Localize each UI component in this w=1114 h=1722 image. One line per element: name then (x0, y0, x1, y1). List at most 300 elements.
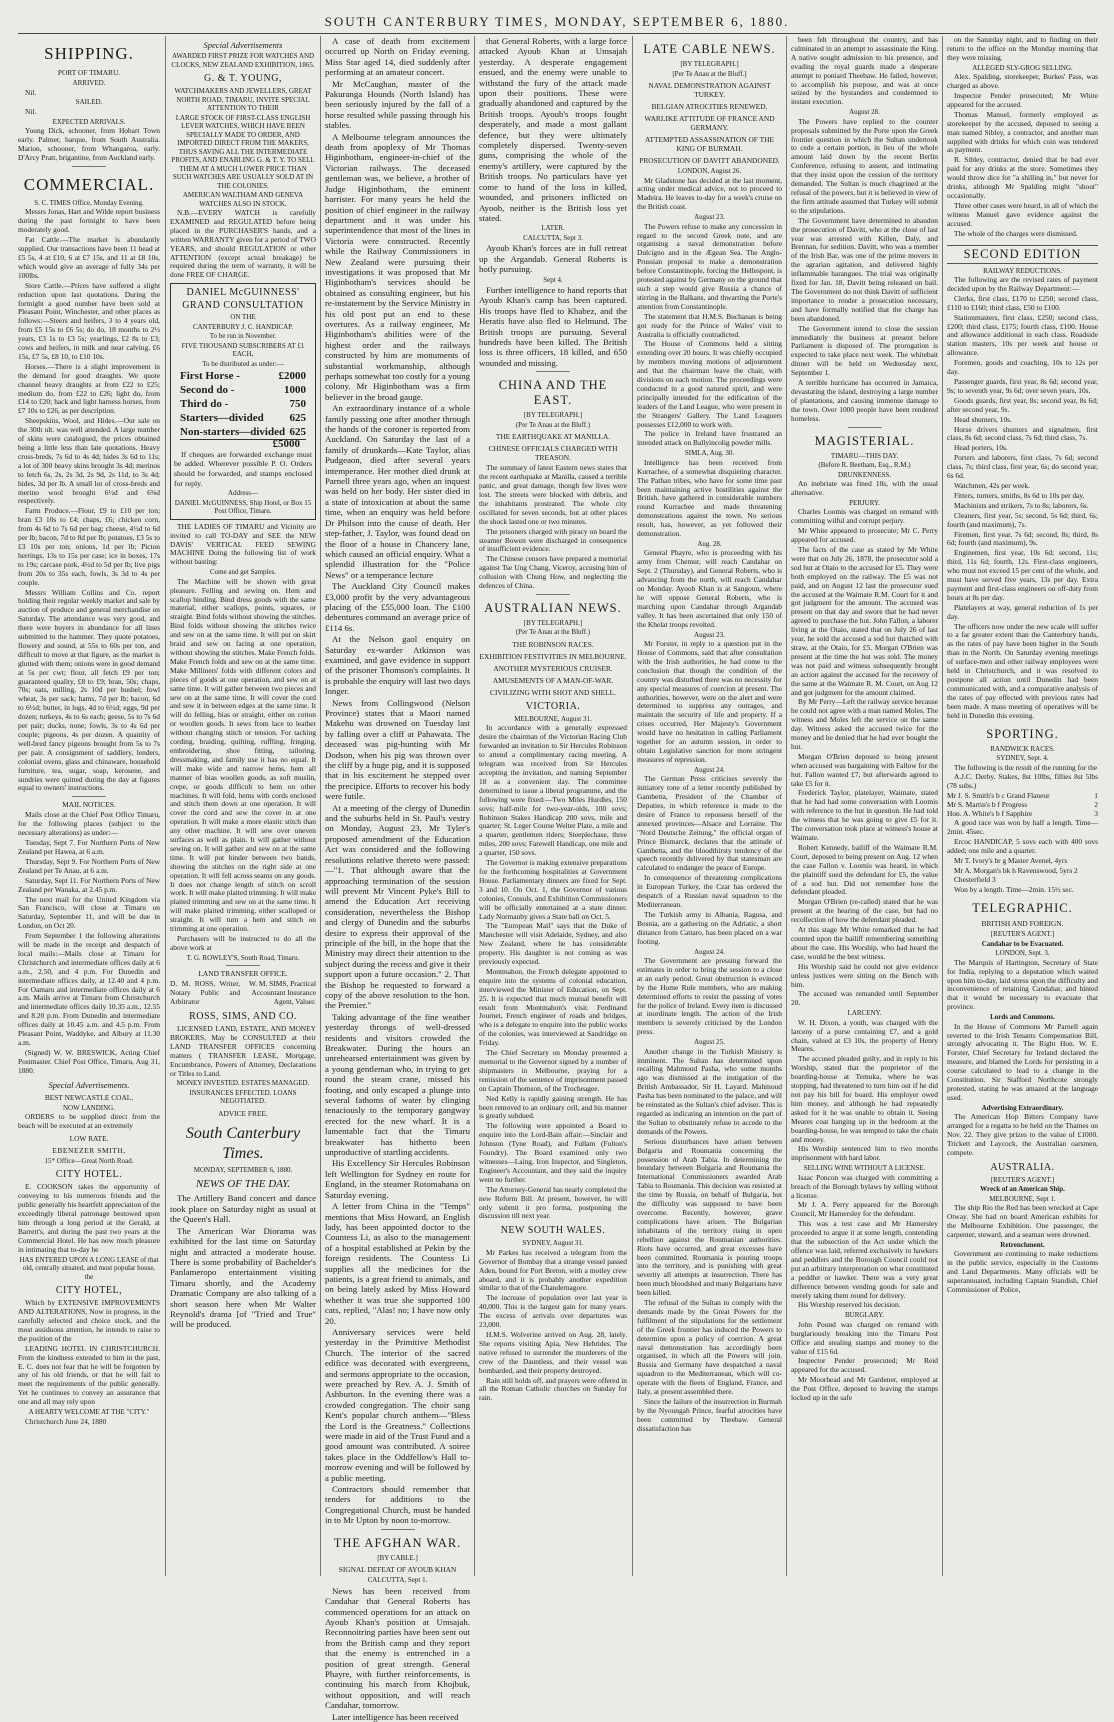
land-office-heading: LAND TRANSFER OFFICE. (198, 969, 288, 979)
land-firm: ROSS, SIMS, AND CO. (189, 1011, 297, 1023)
column-rule (942, 36, 943, 1576)
subheading: Candahar to be Evacuated. (981, 939, 1064, 948)
paragraph: Morgan O'Brien (re-called) stated that he was present at the hearing of the case, but had no recollection of how the defendant pleaded. (791, 897, 938, 925)
paragraph: R. Sibley, contractor, denied that he had ever paid for any drinks at the store. Sometimes they would throw dice for "a shilling in," but never for drinks, although Mr Spalding might "shout" occasionally. (947, 155, 1098, 200)
paragraph: Mr A. Morgan's bk h Ravenswood, 5yrs 2 (954, 865, 1078, 875)
paragraph: An inebriate was fined 10s, with the usual alternative. (791, 479, 938, 497)
prize-row (174, 369, 312, 383)
paragraph: A letter from China in the "Temps" mentions that Miss Howard, an English lady, has been appointed doctor to the Countess Li, as also to the management of a hospital established at Pekin by the foreign residents. The Countess Li supplies all the medicines for the patients, is a great friend to animals, and on being lately asked by Miss Howard whether it was true she supported 100 cats, replied, "Alas! no; I have now only 20. (325, 1201, 470, 1326)
prize-row (174, 383, 312, 397)
prize-label: Non-starters—divided (180, 426, 286, 439)
port-heading: PORT OF TIMARU. (57, 68, 121, 77)
paragraph: been felt throughout the country, and has culminated in an attempt to assassinate the King. A native sought admission to his presence, and evading the royal guards made a desperate attempt to poniard Theebaw. He failed, however, to accomplish his purpose, and was at once seized by the bystanders and condemned to instant execution. (791, 35, 938, 107)
paragraph: The accused pleaded guilty, and in reply to his Worship, stated that the proprietor of the boarding-house at Temuka, where he was stopping, had threatened to turn him out if he did not pay his bill for board. His employer owed him money, and although he had repeatedly asked for it he was unable to obtain it. Seeing Meares coat hanging up in the bedroom at the boarding-house, he was tempted to take the chain and money. (791, 1054, 938, 1144)
paragraph: Mr Gladstone has decided at the last moment, acting under medical advice, not to proceed to Madeira. He leaves to-day for a week's cruise on the British coast. (637, 175, 782, 212)
by-telegraph: [BY TELEGRAPH.] (680, 60, 739, 68)
dateline: August 23. (694, 630, 725, 639)
paragraph: The Governor is making extensive preparations for the forthcoming hospitalities at Government House. Parliamentary dinners are fixed for Sept. 3 and 10. On Oct. 1, the Governor of various colonies, Consuls, and Exhibition Commissioners will be officially entertained at a state dinner. Lady Normanby gives a State ball on Oct. 5. (479, 858, 627, 921)
paragraph: The Chinese censors have prepared a memorial against Tse Ung Chang, Viceroy, accusing him of collusion with Chung How, and neglecting the defences of China. (479, 554, 627, 591)
arrived-label: ARRIVED. (72, 79, 106, 87)
paragraph: Inspector Pender prosecuted; Mr Reid appeared for the accused. (791, 1356, 938, 1375)
dateline: Aug. 28. (697, 539, 722, 548)
land-partner-left: D. M. ROSS, Writer, Notary Public and Arbitrator (170, 979, 241, 1007)
hotel-heading: CITY HOTEL. (55, 1169, 123, 1181)
subheading: AMUSEMENTS OF A MAN-OF-WAR. (492, 675, 614, 685)
masthead: SOUTH CANTERBURY TIMES, MONDAY, SEPTEMBER 6, 1880. (324, 14, 790, 29)
paragraph: Government are continuing to make reductions in the public service, especially in the Customs and Land Departments. Many officials will be superannuated, including Captain Standish, Chief Commissioner of Police, (947, 1249, 1098, 1295)
column-rule (632, 36, 633, 1576)
paragraph: Foremen, goods and coaching, 10s to 12s per day. (947, 358, 1098, 377)
paragraph: The following is the result of the running for the (954, 762, 1098, 772)
paragraph: Thomas Manuel, formerly employed as storekeeper by the accused, deposed to seeing a man named Sibley, a contractor, and another man supplied with drinks for which coin was tendered as payment. (947, 109, 1098, 155)
paragraph: The House of Commons held a sitting extending over 20 hours. It was chiefly occupied by members moving motions of adjournment and that the chairman leave the chair, with divisions on each motion. The proceedings were conducted in a good natured spirit, and were principally intended for the edification of the leaders of the Land League, who were present in the Strangers' Gallery. The Land Leaguers possesses £12,000 to work with. (637, 339, 782, 429)
paragraph: A case of death from excitement occurred up North on Friday evening. Miss Star aged 14, died suddenly after performing at an amateur concert. (325, 36, 470, 78)
paragraph: Rain still holds off, and prayers were offered in all the Roman Catholic churches on Sunday for rain. (479, 1375, 627, 1403)
subheading: ATTEMPTED ASSASSINATION OF THE KING OF BURMAH. (644, 135, 774, 153)
paragraph: Frederick Taylor, platelayer, Waimate, stated that he had had some conversation with Loomis with reference to the hut in question. He had told the witness that he was going to give £5 for it. The conversation took place at witness's house at Waimate. (791, 788, 938, 842)
case-heading: BURGLARY. (845, 1311, 884, 1320)
consultation-div: To be distributed as under:— (202, 359, 284, 368)
prize-label: Third do - (180, 398, 229, 411)
paragraph: Store Cattle.—Prices have suffered a slight reduction upon last quotations. During the fortnight a good number have been sold at Pleasant Point, Winchester, and other places as follows:—Steers and heifers, 3 to 4 years old, from £5 15s to £6 5s; do do, 18 months to 2½ years, £3 1s to £3 5s; yearlings, £2 8s to £3; cows and heifers, in milk and near calving, £6 15s, £7 5s, £8 10, to £10 10s. (18, 280, 160, 361)
paragraph: Further intelligence to hand reports that Ayoub Khan's camp has been captured. His troops have fled to Khabez, and the Heratis have also fled to Helmund. The British troops are pursuing. Several hundreds have been killed. The British loss is three officers, 18 killed, and 650 wounded and missing. (479, 285, 627, 368)
dateline: SYDNEY, August 31. (522, 1239, 584, 1248)
jeweller-american: AMERICAN WALTHAM AND GENEVA WATCHES ALSO IN STOCK. (182, 191, 304, 208)
case-heading: PERJURY. (849, 498, 880, 507)
paragraph: The statement that H.M.S. Buchanan is being got ready for the Prince of Wales' visit to Australia is officially contradicted. (637, 311, 782, 339)
paragraph: The accused was remanded until September 20. (791, 989, 938, 1008)
sporting-heading: SPORTING. (986, 726, 1059, 741)
paragraph: An extraordinary instance of a whole family passing one after another through the hands of the coroner is reported from Auckland. On Saturday the last of a family of drunkards—Kate Taylor, alias Pudgeaon, died after several years intemperance. Her mother died drunk at Parnell three years ago, when an inquest was held on her body. Her sister died in a state of intoxication at about the same time, when an enquiry was held before Dr Philson into the cause of death. Her step-father, J. Taylor, was found dead on the floor of a house in Chancery lane, which caused an official enquiry. What a splendid illustration for the "Police News" or a temperance lecture (325, 403, 470, 580)
paragraph: The German Press criticises severely the initiatory tone of a letter recently published by Gambetta, President of the Chamber of Deputies, in which reference is made to the desire of France to repossess herself of the annexed provinces—Alsace and Lorraine. The "Nord Deutsche Zeitung," the official organ of Prince Bismarck, declares that the attitude of Gambetta, and the bloodthirsty tendency of the speech recently delivered by that statesman are calculated to endanger the peace of Europe. (637, 774, 782, 873)
paragraph: Ned Kelly is rapidly gaining strength. He has been removed to an ordinary cell, and his manner is greatly subdued. (479, 1093, 627, 1121)
paragraph: Ayoub Khan's forces are in full retreat up the Argandab. General Roberts is hotly pursuing. (479, 243, 627, 275)
dateline: SYDNEY, Sept. 4. (996, 754, 1049, 763)
jeweller-sub: WATCHMAKERS AND JEWELLERS, GREAT NORTH ROAD, TIMARU, INVITE SPECIAL ATTENTION TO THEIR (174, 87, 312, 112)
paragraph: Won by a length. Time—2min. 15½ sec. (954, 885, 1074, 895)
coal-name: EBENEZER SMITH, (52, 1145, 126, 1155)
consultation-title: GRAND CONSULTATION (182, 300, 304, 312)
paragraph: Firemen, first year, 7s 6d; second, 8s; third, 8s 6d; fourth (and maximum), 9s. (947, 529, 1098, 548)
prize-row (174, 425, 312, 439)
paragraph: Isaac Poncon was charged with committing a breach of the Borough bylaws by selling without a license. (791, 1172, 938, 1200)
subheading: PROSECUTION OF DAVITT ABANDONED. (639, 156, 780, 165)
reuter-line: [REUTER'S AGENT.] (990, 930, 1055, 939)
paragraph: If cheques are forwarded exchange must be added. Wherever possible P. O. Orders should be forwarded, and stamps enclosed for reply. (174, 449, 312, 488)
land-partners (170, 980, 316, 1007)
sailed-value: Nil. (25, 106, 37, 116)
paragraph: The Government intend to close the session immediately the business at present before Parliament is disposed of. The prorogation is expected to take place next week. The whitebait dinner will be held on Wednesday next, September 1. (791, 323, 938, 378)
paragraph: Ercoc HANDICAP, 5 sovs each with 400 sovs added; one mile and a quarter. (947, 836, 1098, 855)
paragraph: Robert Kennedy, bailiff of the Waimate R.M. Court, deposed to being present on Aug. 12 when the case Fallon v. Loomis was heard, in which the plaintiff sued the defendant for £5, the value of a sod hut. Did not remember how the defendant pleaded. (791, 842, 938, 897)
paragraph: E. COOKSON takes the opportunity of conveying to his numerous friends and the public generally his heartfelt appreciation of the exceedingly liberal patronage bestowed upon him through a long period at the Gerald, at Barrett's, and during the past two years at the Commercial Hotel. He has now much pleasure in intimating that to-day he (18, 1182, 161, 1254)
coal-ad-title: BEST NEWCASTLE COAL, (44, 1092, 134, 1102)
dateline: August 24. (694, 765, 725, 774)
paragraph: The Powers have replied to the counter proposals submitted by the Porte upon the Greek frontier question in which the Sultan undertook to cede a certain portion, in lieu of the whole amount laid down by the recent Berlin Conference, refusing to assent, and intimating that they insist upon the cession of the territory demanded. The Sultan is much chagrined at the refusal of the powers, but it is believed in view of the firm attitude assumed that Turkey will submit to the stipulations. (791, 116, 938, 215)
column-rule (474, 36, 475, 1576)
subheading: THE ROBINSON RACES. (512, 639, 594, 649)
paragraph: Thursday, Sept 9. For Northern Ports of New Zealand per Te Anau, at 6 a.m. (18, 856, 160, 875)
signal-heading: SIGNAL DEFEAT OF AYOUB KHAN (338, 1565, 457, 1575)
paragraph: At this stage Mr White remarked that he had counted upon the bailiff remembering something about the case. His Worship, who had heard the case, would be the best witness. (791, 925, 938, 961)
paragraph: His Excellency Sir Hercules Robinson left Wellington for Sydney en route for England, in the steamer Rotomahana on Saturday evening. (325, 1158, 470, 1200)
by-telegraph: [BY TELEGRAPH.] (523, 411, 583, 420)
paragraph: The Powers refuse to make any concession in regard to the second Greek note, and are organising a naval demonstration before Dulcigno and in the Ægean Sea. The Anglo-Prussian proposal to make a demonstration before Constantinople, forcing the Hellespont, is protested against by Germany on the ground that such a step would give Russia a chance of stirring in the Balkans, and thwarting the Porte's attention from Constantinople. (637, 221, 782, 311)
issue-date: MONDAY, SEPTEMBER 6, 1880. (193, 1165, 293, 1174)
column-rule (165, 36, 166, 1576)
paragraph: At a meeting of the clergy of Dunedin and the suburbs held in St. Paul's vestry on Monday, August 23, Mr Tyler's proposed amendment of the Education Act was considered and the following resolutions relative thereto were passed:—"1. That although aware that the approaching termination of the session will prevent Mr Vincent Pyke's Bill to amend the Education Act receiving consideration, nevertheless the Bishop and clergy of Dunedin and the suburbs desire to express their approval of the principle of the bill, in the hope that the Ministry may direct their attention to the subject during the recess and give it their support upon a future occasion." 2. That the Bishop be requested to forward a copy of the above resolution to the hon. the Premier." (325, 802, 470, 1011)
paragraph: The next mail for the United Kingdom via San Francisco, will close at Timaru on Saturday, September 11, and will be due in London, on Oct 20. (18, 894, 160, 931)
paragraph: The American War Diorama was exhibited for the last time on Saturday night and attracted a moderate house. There is some probability of Bachelder's Panlameropo entertainment visiting Timaru shortly, and the Academy Dramatic Company are also talking of a short season here when Mr Walter Reynold's drama [of "Tried and True" will be produced. (170, 1225, 316, 1330)
paragraph: The refusal of the Sultan to comply with the demands made by the Great Powers for the fulfilment of the stipulations for the settlement of the Greek frontier has induced the Powers to determine upon a policy of coercion. A great naval demonstration has accordingly been organised, in which all the Powers will join. Russia and Germany have despatched a naval squadron to the Mediterranean, which will co-operate with the fleets of England, France, and Italy, at present assembled there. (637, 1298, 782, 1397)
paragraph: The Government are pressing forward the estimates in order to bring the session to a close at an early period. Great obstruction is evinced by the Home Rule members, who are making determined efforts to resist the passing of votes for the police of Ireland. Every item is discussed at inordinate length. The action of the Irish members is severely criticised by the London press. (637, 956, 782, 1037)
paragraph: Messrs Jonas, Hart and Wilde report business during the past fortnight to have been moderately good. (18, 207, 160, 235)
paragraph: W. H. Dixon, a youth, was charged with the larceny of a purse containing £7, and a gold chain, valued at £3 10s, the property of Henry Meares. (791, 1017, 938, 1054)
paragraph: The Attorney-General has nearly completed the new Reform Bill. At present, however, he will only submit it pro forma, postponing the discussion till next year. (479, 1184, 627, 1221)
per-te-anau: (Per Te Anau at the Bluff.) (515, 420, 591, 429)
masthead-rule (18, 33, 1096, 34)
news-heading: NEWS OF THE DAY. (195, 1178, 291, 1191)
paragraph: The Government have determined to abandon the prosecution of Davitt, who at the close of last year was arrested with Killen, Daly, and Brennan, for sedition. Davitt, who was a member of the Irish Bar, was one of the prime movers in the agrarian agitation, and delivered highly inflammable harangues. The trial was originally fixed for Jan. 18, Davitt being released on bail. The Government do not think Davitt of sufficient importance to render a prosecution necessary, and have formally notified that the charge has been abandoned. (791, 215, 938, 323)
prize-total: £5000 (180, 439, 306, 450)
dateline: LONDON, Sept. 3. (995, 949, 1050, 958)
dateline: August 25. (694, 1038, 725, 1047)
subheading: CIVILIZING WITH SHOT AND SHELL. (490, 687, 616, 697)
australian-heading: AUSTRALIAN NEWS. (484, 600, 622, 615)
telegraphic-heading: TELEGRAPHIC. (972, 901, 1073, 916)
paragraph: Montmahon, the French delegate appointed to enquire into the systems of colonial education, interviewed the Minister of Education, on Sept. 25. It is expected that much mutual benefit will result from Montmahon's visit. Ferdinand Journet, French engineer of roads and bridges, who is a delegate to enquire into the public works of the colonies, was interviewed at Sandridge on Friday. (479, 966, 627, 1048)
race-results (947, 792, 1098, 819)
subheading: Advertising Extraordinary. (981, 1103, 1064, 1112)
expected-label: EXPECTED ARRIVALS. (52, 117, 126, 126)
case-heading: DRUNKENNESS. (837, 470, 892, 479)
prize-label: Second do - (180, 384, 235, 397)
subheading: THE EARTHQUAKE AT MANILLA. (495, 432, 611, 442)
paragraph: THE LADIES OF TIMARU and Vicinity are invited to call TO-DAY and SEE the NEW DAVIS' VERTICAL FEED SEWING MACHINE Doing the following list of work without basting: (170, 521, 316, 567)
paragraph: Mr McCaughan, master of the Pakuranga Hounds (North Island) has been seriously injured by the fall of a horse resulted while passing through his stables. (325, 78, 470, 131)
column-7 (947, 36, 1098, 1576)
paragraph: Chesterfield 3 (954, 875, 996, 885)
consultation-on: ON THE (230, 313, 256, 322)
hotel-lease: HAS ENTERED UPON A LONG LEASE of that old, centrally situated, and most popular house, the (19, 1255, 159, 1281)
prize-label: Starters—divided (180, 412, 264, 425)
paragraph: Head shunters, 10s. (954, 414, 1012, 424)
randwick-heading: RANDWICK RACES. (990, 744, 1055, 753)
paragraph: Mr Parkes has received a telegram from the Governor of Bombay that a strange vessel passed Aden, bound for Port Breton, with a motley crew aboard, and it is probably another expedition similar to that of the Chandernagore. (479, 1247, 627, 1293)
land-advice: ADVICE FREE. (218, 1108, 268, 1118)
paragraph: LEADING HOTEL IN CHRISTCHURCH. From the kindness extended to him in the past, E. C. does not fear that he will be forgotten by any of his old friends, or that he will fail to meet the requirements of the public generally. Yet he continues to convey an assurance that one and all may rely upon (18, 1343, 160, 1407)
magisterial-sub: TIMARU—THIS DAY. (830, 451, 899, 460)
address-label: Address— (228, 489, 258, 498)
paragraph: Intelligence has been received from Kurrachee, of a somewhat disquieting character. The Pathan tribes, who have for some time past been maintaining active hostilities against the British, have gathered in considerable numbers round Kurrachee and made threatening demonstrations against the town. No serious result, has, however, as yet followed their demonstration. (637, 457, 782, 539)
paragraph: H.M.S. Wolverine arrived on Aug. 28, lately. She reports visiting Apia, New Hebrides. The native refused to surrender the murderers of the crew of the Dauntless, and their vessel was bombarded, and their property destroyed. (479, 1329, 627, 1375)
column-1 (18, 36, 160, 1576)
paragraph: Fitters, turners, smiths, 8s 6d to 10s per day. (954, 490, 1085, 500)
paragraph: on the Saturday night, and to finding on their return to the office on the Monday morning that they were missing. (947, 35, 1098, 62)
prize-list (174, 369, 312, 439)
nsw-heading: NEW SOUTH WALES. (500, 1225, 606, 1237)
column-6 (791, 36, 938, 1576)
paragraph: The "European Mail" says that the Duke of Manchester will visit Adelaide, Sydney, and also New Zealand, where he has considerable property. His daughter is not coming as was previously expected. (479, 921, 627, 967)
paragraph: Cleaners, first year, 5s; second, 5s 6d; third, 6s; fourth (and maximum), 7s. (947, 510, 1098, 529)
subheading: Lords and Commons. (990, 1013, 1055, 1022)
paragraph: Tuesday, Sept 7. For Northern Ports of New Zealand per Hawea, at 6 a.m. (18, 838, 160, 856)
paragraph: Porters and laborers, first class, 7s 6d; second class, 7s; third class, first year, 6s; do second year, 6s 6d. (947, 453, 1098, 481)
magisterial-before: (Before R. Beetham, Esq., R.M.) (818, 461, 911, 470)
dateline: SIMLA, Aug. 30. (684, 449, 735, 458)
paragraph: Contractors should remember that tenders for additions to the Congregational Church, must be handed in to Mr Upton by noon to-morrow. (325, 1484, 470, 1526)
prize-label: First Horse - (180, 370, 240, 383)
paragraph: Later intelligence has been received (332, 1711, 459, 1722)
paragraph: A good race was won by half a length. Time—2min. 45sec. (947, 817, 1098, 836)
separator (848, 427, 882, 428)
paragraph: The summary of latest Eastern news states that the recent earthquake at Manilla, caused a terrible panic, and great damage, though few lives were lost. The streets were blocked with débris, and the inhabitants prostrated. The whole city oscillated for seven seconds, but at other places the shock lasted one or two minutes. (479, 463, 627, 526)
paragraph: Watchmen, 42s per week. (954, 480, 1030, 490)
consultation-subs: FIVE THOUSAND SUBSCRIBERS AT £1 EACH, (181, 341, 305, 359)
prize-amount: 625 (289, 426, 306, 439)
paragraph: Farm Produce.—Flour, £9 to £10 per ton; bran £3 10s to £4; chaps, £6; chicken corn, from 4s 6d to 7s 6d per bag; cheese, 4½d to 6d per lb; bacon, 7d to 8d per lb; potatoes, £3 5s to £3 10s per ton; onions, 1d per lb; Picton herrings, 13s to 15s per case; ice in boxes, 17s to 19s; carcase pork, 4½d to 5d per lb; live pigs from 20s to 35s each, fowls, 3s 3d to 4s per couple. (18, 506, 160, 587)
paragraph: His Worship reserved his decision. (798, 1300, 901, 1310)
sailed-label: SAILED. (75, 98, 103, 107)
dateline: August 28. (849, 108, 880, 117)
arrived-value: Nil. (25, 87, 37, 97)
race-place: 3 (1094, 809, 1098, 819)
race-place: 1 (1094, 791, 1098, 801)
special-ads-heading: Special Advertisements. (48, 1079, 130, 1090)
paragraph: News from Collingwood (Nelson Province) states that a Maori named Makehu was drowned on Tuesday last by falling over a cliff at Pahawata. The deceased was pig-hunting with Mr Dodson, when his pig was thrown over the cliff by a huge pig, and it is supposed that in his excitement he stepped over the precipice. Efforts to recover his body were futile. (325, 697, 470, 802)
paragraph: Clerks, first class, £170 to £250; second class, £110 to £160; third class, £50 to £100. (947, 293, 1098, 312)
commercial-heading: COMMERCIAL. (23, 174, 155, 194)
paragraph: Saturday, Sept 11. For Northern Ports of New Zealand per Wanaka, at 2.45 p.m. (18, 875, 160, 894)
magisterial-heading: MAGISTERIAL. (814, 433, 915, 448)
paragraph: Sheepskins, Wool, and Hides.—Our sale on the 30th ult. was well attended. A large number of skins were catalogued, the prices obtained being a little less than late quotations. Heavy cross-breds, 7s 6d to 4s 4d; hides 3s 6d to 11s; a lot of 300 heavy skins brought 3s 4d; merinos to fetch 6s, 2s, 2s 3d, 2s 9d, 2s 11d, to 3s 4d; hides, 3d per lb. A small lot of cross-breds and merino wool brought 6½d and 6⅝d respectively. (18, 416, 160, 506)
afghan-heading: THE AFGHAN WAR. (333, 1535, 462, 1550)
dateline: MELBOURNE, Sept 1. (989, 1194, 1056, 1203)
hotel-name: CITY HOTEL, (55, 1285, 123, 1297)
coal-ad-sub: NOW LANDING. (63, 1103, 115, 1112)
paragraph: Serious disturbances have arisen between Bulgaria and Roumania concerning the possession of Arab Tabia. In determining the boundary between Bulgaria and Roumania the International Commissioners awarded Arab Tabia to Roumania. This decision was resisted at the time by Russia, on behalf of Bulgaria, but the difficulty was supposed to have been overcome. Recently, however, grave complications have arisen. The Bulgarian inhabitants of the territory rising in open rebellion against the Roumanian authorities. Riots have occurred, and great excesses have been committed. Roumania is pouring troops into the territory, and is punishing with great severity all attempts at insurrection. There has been much bloodshed and many Bulgarians have been killed. (637, 1136, 782, 1298)
prize-amount: 1000 (284, 384, 306, 397)
paragraph: Fat Cattle.—The market is abundantly supplied. Our transactions have been 11 head at £5 5s, 4 at £10, 6 at £7 15s, and 11 at £8 10s, which would give an average of fully 34s per 100lbs. (18, 235, 160, 280)
paragraph: ORDERS to be supplied direct from the beach will be executed at an extremely (18, 1112, 160, 1131)
dateline: MELBOURNE, August 31. (514, 714, 592, 723)
prize-amount: 625 (289, 412, 306, 425)
consultation-ad (170, 283, 316, 519)
dateline: August 24. (694, 947, 725, 956)
paragraph: Machinists and strikers, 7s to 8s; laborers, 6s. (954, 500, 1089, 510)
paragraph: N.B.—EVERY WATCH is carefully EXAMINED and REGULATED before being placed in the PURCHASER'S hands, and a written WARRANTY given for a period of TWO YEARS, and should REGULATION or other ATTENTION (except actual breakage) be required during the term of warranty, it will be done FREE OF CHARGE. (170, 208, 316, 280)
column-rule (320, 36, 321, 1576)
separator (72, 796, 106, 797)
victoria-heading: VICTORIA. (525, 700, 581, 712)
prize-amount: 750 (289, 398, 306, 411)
paragraph: The Marquis of Hartington, Secretary of State for India, replying to a deputation which waited upon him to-day, laid stress upon the difficulty and inconvenience of retaining Candahar, and hinted that it would be necessary to evacuate that province. (947, 957, 1098, 1012)
paragraph: News has been received from Candahar that General Roberts has commenced operations for an attack on Ayoub Khan's position at Umsajah. Reconnoitring parties have been sent out from the British camp and they report that the enemy is entrenched in a position of great strength. General Phayre, with further reinforcements, is continuing his march from Khojbuk, without opposition, and will reach Candahar, tomorrow. (325, 1585, 470, 1711)
consultation-event: CANTERBURY J. C. HANDICAP. (192, 322, 294, 331)
coal-rate: LOW RATE. (69, 1133, 109, 1143)
paragraph: The ship Rio the Red has been wrecked at Cape Otway. She had on board American exhibits for the Melbourne Exhibition. One passenger, the carpenter, steward, and a seaman were drowned. (947, 1203, 1098, 1240)
cable-heading: LATE CABLE NEWS. (643, 42, 776, 56)
paragraph: In consequence of threatening complications in European Turkey, the Czar has ordered the despatch of a Russian naval squadron to the Mediterranean. (637, 873, 782, 909)
china-heading: CHINA AND THE EAST. (498, 378, 608, 408)
shipping-heading: SHIPPING. (44, 44, 134, 63)
land-insurance: INSURANCES EFFECTED. LOANS NEGOTIATED. (189, 1088, 297, 1106)
column-5 (637, 36, 782, 1576)
case-heading: ALLEGED SLY-GROG SELLING. (972, 63, 1073, 72)
by-cable: [BY CABLE.] (377, 1553, 418, 1562)
column-2 (170, 36, 316, 1576)
dateline: LONDON, August 26. (677, 167, 742, 175)
later-heading: LATER. (541, 224, 565, 233)
jeweller-name: G. & T. YOUNG, (204, 73, 282, 84)
sew-name: T. G. ROWLEY'S, South Road, Timaru. (186, 953, 300, 962)
subheading: ANOTHER MYSTERIOUS CRUISER. (493, 663, 613, 673)
paragraph: The officers now under the new scale will suffer to a far greater extent than the Canterbury hands, as the rates of pay have been higher in the South than in the North. On Saturday evening meetings of surface-men and other railway employees were held in Christchurch, and it was resolved to postpone all action until Dunedin had been communicated with, and a comparative analysis of the rates of pay effected with previous rates had been made. A mass meeting of operatives will be held in Dunedin this evening. (947, 621, 1098, 720)
paragraph: The facts of the case as stated by Mr White were that on July 26, 1878, the prosecutor sold a sod hut at Otaio to the accused for £5. They were both employed on the railway. The £5 was not paid, and on August 12 last the prosecutor sued the accused at the Waimate R.M. Court for it and got judgment for the amount. The accused was present on that day and swore that he had never agreed to purchase the hut. John Fallon, a laborer living at the Otaio, stated that on July 26 of last year, he sold the accused a sod hut thatched with straw, at the Otaio, for £5. Morgan O'Brien was present at the time the hut was sold. The money was not paid and witness subsequently brought an action against the accused for the recovery of the same at the Waimate R. M. Court, on Aug 12 and got judgment for the amount claimed. (791, 545, 938, 697)
paragraph: that General Roberts, with a large force attacked Ayoub Khan at Umsajah yesterday. A desperate engagement ensued, and the enemy were unable to withstand the fury of the attack made upon their positions. These were gradually abandoned and captured by the British troops. Ayoub's troops fought desperately, and made a most gallant defence, but they were ultimately completely dispersed. Twenty-seven guns, comprising the whole of the enemy's artillery, were captured by the British troops. No particulars have yet come to hand of the loss in killed, wounded, and prisoners inflicted on Ayoob, neither is the British loss yet stated. (479, 36, 627, 223)
paragraph: His Worship sentenced him to two months imprisonment with hard labor. (791, 1144, 938, 1163)
per-te-anau: [Per Te Anau at the Bluff.] (672, 69, 747, 78)
paragraph: From September 1 the following alterations will be made in the receipt and despatch of local mails:—Mails close at Timaru for Christchurch and intermediate offices daily at 6 a.m., 2.50, and 4 p.m. For Dunedin and intermediate offices daily, at 12.40 and 4 p.m. For Oamaru and intermediate offices daily at 6 a.m. Mails arrive at Timaru from Christchurch and intermediate offices daily 10.35 a.m., 12.55 and 8.20 p.m. From Dunedin and intermediate offices daily at 10.45 a.m. and 4.5 p.m. From Pleasant Point, Waddyke, and Albury at 11.30 a.m. (18, 931, 160, 1047)
dateline: Sept 4. (543, 275, 563, 284)
paragraph: Mr White appeared to prosecute; Mr C. Perry appeared for accused. (791, 526, 938, 545)
paragraph: The police in Ireland have frustrated an intended attack on Ballyincolig powder mills. (637, 429, 782, 448)
paragraph: Three other cases were heard, in all of which the witness Manuel gave evidence against the accused. (947, 200, 1098, 228)
paragraph: The Artillery Band concert and dance took place on Saturday night as usual at the Queen's Hall. (170, 1193, 316, 1225)
paragraph: In the House of Commons Mr Parnell again reverted to the Irish Tenants Compensation Bill, strongly advocating it. The Right Hon. W. E. Forster, Chief Secretary for Ireland declared the measure, and blamed the Lords for persisting in a course calculated to lead to a change in the Constitution. Sir Stafford Northcote strongly protested, stating he was amazed at the language used. (947, 1021, 1098, 1102)
column-3 (325, 36, 470, 1722)
separator (536, 371, 570, 372)
paragraph: Another change in the Turkish Ministry is imminent. The Sultan has determined upon recalling Mahmoud Pasha, who some months ago was dismissed at the instigation of the British Ambassador, Sir H. Layard. Mahmoud Pasha has been nominated to the palace, and will be reinstated as the Sultan's chief adviser. This is regarded as indicating an intention on the part of the Sultan to obstinately refuse to accede to the demands of the Powers. (637, 1046, 782, 1136)
column-rule (786, 36, 787, 1576)
case-heading: LARCENY. (847, 1009, 882, 1018)
subheading: CHINESE OFFICIALS CHARGED WITH TREASON. (488, 444, 618, 463)
paragraph: A Melbourne telegram announces the death from apoplexy of Mr Thomas Higinbotham, engineer-in-chief of the Victorian railways. The deceased gentleman was, we believe, a brother of Judge Higinbotham, the eminent barrister. For many years he held the position of chief engineer in the railway department and it was under his superintendence that most of the lines in Victoria were constructed. Recently while the Railway Commissioners in New Zealand were pursuing their investigations it was proposed that Mr Higinbotham's services should be obtained as consulting engineer, but his re-instatement by the Service Ministry in his old post put an end to these overtures. As a railway engineer, Mr Higinbotham's abilities were of the highest order and the railways constructed by him are monuments of substantial workmanship, although perhaps somewhat too costly for a young colony. Mr Higinbotham was a firm believer in the broad gauge. (325, 131, 470, 402)
dateline: S. C. TIMES Office, Monday Evening. (34, 198, 144, 207)
paragraph: Horse drivers shunters and signalmen, first class, 8s 6d; second class, 7s 6d; third class, 7s. (947, 424, 1098, 443)
hotel-date: Christchurch June 24, 1880 (25, 1416, 107, 1426)
paragraph: Messrs William Collins and Co. report holding their regular weekly market and sale by auction of produce and general merchandise on Saturday. The attendance was very good, and there were buyers in abundance for all lines submitted to the hammer. They quote potatoes, flowery and sound, at 55s to 60s per ton, and difficult to move at that figure, as the market is glutted with them; onions were in good demand at 5s per cwt; flour, all fetch £9 per ton; guaranteed quality, £8 to £9; bran, 50s; chaps, 70s; oats, milling, 2s 10d per bushel; fowl wheat, 3s per sack; hams, 7d per lb; bacon, 6d to 6½d; butter, in lugs, 4d to 6½d; eggs, 9d per dozen; turkeys, 4s to 6s each; geese, 5s to 7s 6d per pair; ducks, none; fowls, 3s to 4s 6d per couple; pigeons, 4s per dozen. A quantity of well-bred fancy pigeons brought from 5s to 7s per pair. A consignment of saddlery, lenders, colonial ovens, glass and chinaware, household furniture, tea, sugar, soap, kerosene, and sundries were quitted during the day at figures equal to owners' instructions. (18, 587, 160, 793)
paragraph: Mr Moorhead and Mr Gardener, employed at the Post Office, deposed to leaving the stamps locked up in the safe (791, 1375, 938, 1403)
paragraph: Alex. Spalding, storekeeper, Burkes' Pass, was charged as above. (947, 72, 1098, 91)
paragraph: Passenger guards, first year, 8s 6d; second year, 9s; to seventh year, 9s 6d; over seven years, 10s. (947, 377, 1098, 395)
paragraph: Enginemen, first year, 10s 6d; second, 11s; third, 11s 6d; fourth, 12s. First-class engineers, who must not exceed 15 per cent of the whole, and must have served five years, 13s per day. Extra payment and first-class engineers on off-duty from hours at 8s per day. (947, 548, 1098, 602)
subheading: WARLIKE ATTITUDE OF FRANCE AND GERMANY. (644, 114, 775, 132)
paragraph: A terrible hurricane has occurred in Jamaica, devastating the island, destroying a large number of plantations, and causing immense damage to the town. Over 1000 people have been rendered homeless. (791, 378, 938, 423)
subheading: EXHIBITION FESTIVITIES IN MELBOURNE. (479, 651, 627, 661)
subheading: BELGIAN ATROCITIES RENEWED. (651, 102, 768, 111)
subheading: Wreck of an American Ship. (980, 1185, 1065, 1194)
race-horse: Mr J. S. Smith's b c Grand Flaneur (947, 791, 1050, 801)
paragraph: Morgan O'Brien deposed to being present when accused was bargaining with Fallow for the hut. Fallon wanted £7, but afterwards agreed to take £5 for it. (791, 751, 938, 788)
hotel-welcome: A HEARTY WELCOME AT THE "CITY." (28, 1408, 150, 1417)
dateline: August 23. (694, 213, 725, 222)
dateline: CALCUTTA, Sept 1. (367, 1576, 428, 1585)
paragraph: The American Hop Bitters Company have arranged for a regatta to be held on the Thames on Nov. 22. They give prizes to the value of £1000. Trickett and Laycock, the Australian oarsmen, compete. (947, 1112, 1098, 1157)
paragraph: His Worship said he could not give evidence unless justices were sitting on the Bench with him. (791, 961, 938, 989)
consultation-owner: DANIEL McGUINNESS' (186, 287, 300, 299)
by-telegraph: [BY TELEGRAPH.] (523, 618, 583, 627)
paragraph: Mails close at the Chief Post Office Timaru, for the following places (subject to the necessary alterations) as under:— (18, 810, 160, 838)
separator (536, 594, 570, 595)
paragraph: At the Nelson gaol enquiry on Saturday ex-warder Atkinson was examined, and gave evidence in support of the prisoner Thomson's complaints. It is probable the enquiry will last two days longer. (325, 634, 470, 697)
coal-office: 15* Office—Great North Road. (44, 1156, 134, 1165)
paragraph: Since the failure of the insurrection in Burmah by the Nyoungah Prince, fearful atrocities have been committed by Theebaw. General dissatisfaction has (637, 1397, 782, 1433)
paragraph: The increase of population over last year is 40,000. This is the largest gain for many years. The excess of arrivals over departures was 23,000. (479, 1293, 627, 1330)
paragraph: Platelayers at way, general reduction of 1s per day. (947, 602, 1098, 621)
british-heading: BRITISH AND FOREIGN. (981, 919, 1064, 929)
nameplate: South Canterbury Times. (185, 1124, 301, 1162)
paragraph: Purchasers will be instructed to do all the above work at (170, 934, 316, 952)
jeweller-stock: LARGE STOCK OF FIRST-CLASS ENGLISH LEVER WATCHES, WHICH HAVE BEEN SPECIALLY MADE TO ORDER, AND IMPORTED DIRECT FROM THE MAKERS, THUS SAVING ALL THE INTERMEDIATE PROFITS, AND ENABLING G. & T. Y. TO SELL THEM AT A MUCH LOWER PRICE THAN SUCH WATCHES ARE USUALLY SOLD AT IN THE COLONIES. (171, 113, 315, 190)
prize-row (174, 411, 312, 425)
reuter-line: [REUTER'S AGENT.] (990, 1175, 1055, 1184)
second-edition-heading: SECOND EDITION (947, 245, 1098, 264)
paragraph: The following were appointed a Board to enquire into the Lord-Bain affair:—Sinclair and Johnson (Tyne Road), and Fullam (Fulton's Foundry). The Board examined only two witnesses—Laing, Iron Inspector, and Singleton, Engineer's Accountant, and they said the inquiry went no further. (479, 1121, 627, 1184)
per-te-anau: (Per Te Anau at the Bluff.) (515, 628, 591, 637)
sew-come: Come and get Samples. (209, 568, 277, 577)
address: DANIEL McGUINNESS, Ship Hotel, or Box 15 Post Office, Timaru. (174, 498, 312, 516)
separator (381, 1529, 415, 1530)
paragraph: John Pound was charged on remand with burglariously breaking into the Timaru Post Office and stealing stamps and money to the value of £15 6d. (791, 1319, 938, 1356)
paragraph: Inspector Pender prosecuted; Mr White appeared for the accused. (947, 91, 1098, 109)
australia-heading: AUSTRALIA. (990, 1161, 1055, 1173)
paragraph: Goods guards, first year, 8s; second year, 8s 6d; after second year, 9s. (947, 395, 1098, 414)
land-partner-right: W. M. SIMS, Practical Accountant Insurance Agent, Valuer. (248, 979, 316, 1007)
signature: (Signed) W. W. BRESWICK, Acting Chief Postmaster. Chief Post Office, Timaru, Aug 31, 1880. (18, 1047, 160, 1075)
paragraph: A.J.C. Derby. Stakes, 8st 10lbs, fillies 8st 5lbs (78 subs.) (947, 772, 1098, 791)
paragraph: Taking advantage of the fine weather yesterday throngs of well-dressed residents and visitors crowded the Breakwater. During the hours an unrehearsed entertainment was given by a young gentleman who, in trying to get round the steam crane, missed his footing, and only escaped a plunge into several fathoms of water by clinging tenaciously to the temporary gangway erected for the new wharf. It is a lamentable fact that the Timaru breakwater has hitherto been unproductive of startling accidents. (325, 1011, 470, 1158)
expected-ships: Young Dick, schooner, from Hobart Town early. Palmer, barque, from South Australia. Marion, schooner, from Whangaroa, early. D'Arcy Pratt, brigantine, from Auckland early. (18, 126, 160, 163)
case-heading: SELLING WINE WITHOUT A LICENSE. (803, 1164, 926, 1173)
paragraph: The Chief Secretary on Monday presented a memorial to the Governor signed by a number of shipmasters in Melbourne, praying for a remission of the sentence of imprisonment passed on Captain Thomson, of the Trocheagee. (479, 1048, 627, 1093)
paragraph: The Turkish army in Albania, Ragusa, and Bosnia, are a gathering on the Adriatic, a short distance from Cattaro, has been placed on a war footing. (637, 909, 782, 946)
subheading: NAVAL DEMONSTRATION AGAINST TURKEY. (648, 81, 771, 99)
mail-heading: MAIL NOTICES. (62, 800, 116, 810)
paragraph: By Mr Perry—Left the railway service because he could not agree with a man named Moles. The witness and Moles left the service on the same day. Witness asked the accused twice for the money and he denied that he had ever bought the hut. (791, 697, 938, 751)
paragraph: Which by EXTENSIVE IMPROVEMENTS AND ALTERATIONS, Now in progress, in the carefully selected and choice stock, and the most assiduous attention, he intends to raise to the position of the (18, 1298, 160, 1343)
paragraph: This was a test case and Mr Hamersley proceeded to argue it at some length, contending that the subsection of the Act under which the offence was laid, referred exclusively to hawkers and peddlers and the Borough Council could not put an arbitrary interpretation on what constituted a peddler or hawker. There was a very great difference between vending goods for sale and merely taking them round for delivery. (791, 1219, 938, 1300)
column-4 (479, 36, 627, 1576)
subheading: Retrenchment. (1000, 1240, 1045, 1249)
prize-row (174, 397, 312, 411)
land-money: MONEY INVESTED. ESTATES MANAGED. (176, 1079, 310, 1088)
paragraph: Mr T. Ivory's br g Master Avenel, 4yrs (954, 855, 1068, 865)
paragraph: Mr Forster, in reply to a question put in the House of Commons, said that after consultation with the Irish authorities, he had come to the conclusion that though the condition of the country was disturbed there was no necessity for any special measures of coercion at present. The authorities, however, were on the alert and were determined to suppress any outrages, and maintain the security of life and property. If a crises occurred, Her Majesty's Government would have no hesitation in calling Parliament together for an autumn session, in order to obtain Legislative sanction for more stringent measures of repression. (637, 639, 782, 764)
race-horse: Hon. A. White's b f Sapphire (947, 809, 1033, 819)
paragraph: General Phayre, who is proceeding with his army from Chemur, will reach Candahar on Sept. 2 (Thursday), and General Roberts, who is advancing from the north, will reach Candahar on Monday. Ayoob Khan is at Sangoun, where he will oppose General Roberts, who is marching upon Candahar through Argandab valley. It has been ascertained that only 150 of the Khelat troops revolted. (637, 548, 782, 629)
special-ads-heading: Special Advertisements (203, 40, 283, 50)
dateline: CALCUTTA, Sept 3. (523, 233, 583, 242)
paragraph: The Machine will be shown with great pleasure. Felling and sewing on. Hem and scallop binding. Bind dress goods with the same material, either scallops, points, squares, or straight. Bind folds without showing the stitches. Bind folds without showing the stitches twice and sew on at the same time. It will put on skirt braid and sew on facing at one operation, without showing the stitches. Make French folds. Make French folds and sew on at the same time. Make Milliners' folds with different colors and pieces of goods at one operation, and sew on at same time. It will gather between two pieces and sew on at the same time. It will cover the cord and sew it in between edges at the same time. It will do felling, bias or straight, either on cotton or woollen goods. It sews from lace to leather without changing stitch or tension. For tacking cording, braiding, quilting, ruffling, fringing, embroidering, shoe fitting, tailoring, dressmaking, and family use it has no equal. It will make wide and narrow hems, hem all manner of bias woollen goods, as soft muslin, crepe, or goods difficult to hem on other machines. It will fold, hems with cords enclosed and stitch them down at one operation. It will cover the cord and sew the cover in at one operation. It will make a more elastic stitch than any other machine. It will sew over uneven surfaces as well as plain. It will gather without sewing on. It will gather and sew on at the same time. It will put binder between two bands, showing the stitches on the right side at one operation. It will fell across seams on any goods. It does not change length of stitch on scroll work. It will make plaited trimming. It will make plaited trimming and sew on at the same time. It will make plaited trimming, either scalloped or straight. It will turn a hem and stitch on trimming at one operation. (170, 576, 316, 934)
paragraph: The whole of the charges were dismissed. (954, 228, 1078, 238)
paragraph: Anniversary services were held yesterday in the Primitive Methodist Church. The interior of the sacred edifice was decorated with evergreens, and sermons appropriate to the occasion, were preached by Rev. A. J. Smith of Ashburton. In the evening there was a crowded congregation. The choir sang Kent's popular church anthem—"Bless the Lord is the Greatness." Collections were made in aid of the Trust Fund and a good amount was contributed. A soiree takes place in the Oddfellow's Hall to-morrow evening and will be followed by a public meeting. (325, 1326, 470, 1483)
paragraph: Charles Loomis was charged on remand with committing wilful and corrupt perjury. (791, 507, 938, 526)
paragraph: LICENSED LAND, ESTATE, AND MONEY BROKERS, May be CONSULTED at their LAND TRANSFER OFFICES concerning matters ( TRANSFER LEASE, Mortgage, Encumbrance, Powers of Attorney, Declarations or Titles to Land. (170, 1024, 316, 1078)
paragraph: The Auckland City Council makes £3,000 profit by the very advantageous placing of the £55,000 loan. The £100 debentures command an average price of £114 6s. (325, 581, 470, 633)
paragraph: Stationmasters, first class, £250; second class, £200; third class, £175; fourth class, £100. House and allowance additional in each class. Roadside station masters, 10s per week and house or allowance. (947, 312, 1098, 358)
separator (226, 965, 260, 966)
consultation-run: To be run in November. (209, 332, 277, 341)
prize-amount: £2000 (278, 370, 306, 383)
award-line: AWARDED FIRST PRIZE FOR WATCHES AND CLOCKS, NEW ZEALAND EXHIBITION, 1865. (171, 52, 315, 69)
paragraph: Horses.—There is a slight improvement in the demand for good draughts. We quote channel heavy draughts at from £22 to £25; medium do, from £22 to £26; light do, from £14 to £20; hack and light harness horses, from £7 10s to £26, as per description. (18, 361, 160, 416)
paragraph: The following are the revised rates of payment decided upon by the Railway Department:— (947, 275, 1098, 293)
paragraph: The prisoners charged with piracy on board the steamer Bowen were discharged in consequence of insufficient evidence. (479, 526, 627, 554)
race-horse: Mr S. Martin's b f Progress (947, 800, 1028, 810)
race-place: 2 (1094, 800, 1098, 810)
paragraph: Mr J. A. Perry appeared for the Borough Council, Mr Hamersley for the defendant. (791, 1200, 938, 1219)
